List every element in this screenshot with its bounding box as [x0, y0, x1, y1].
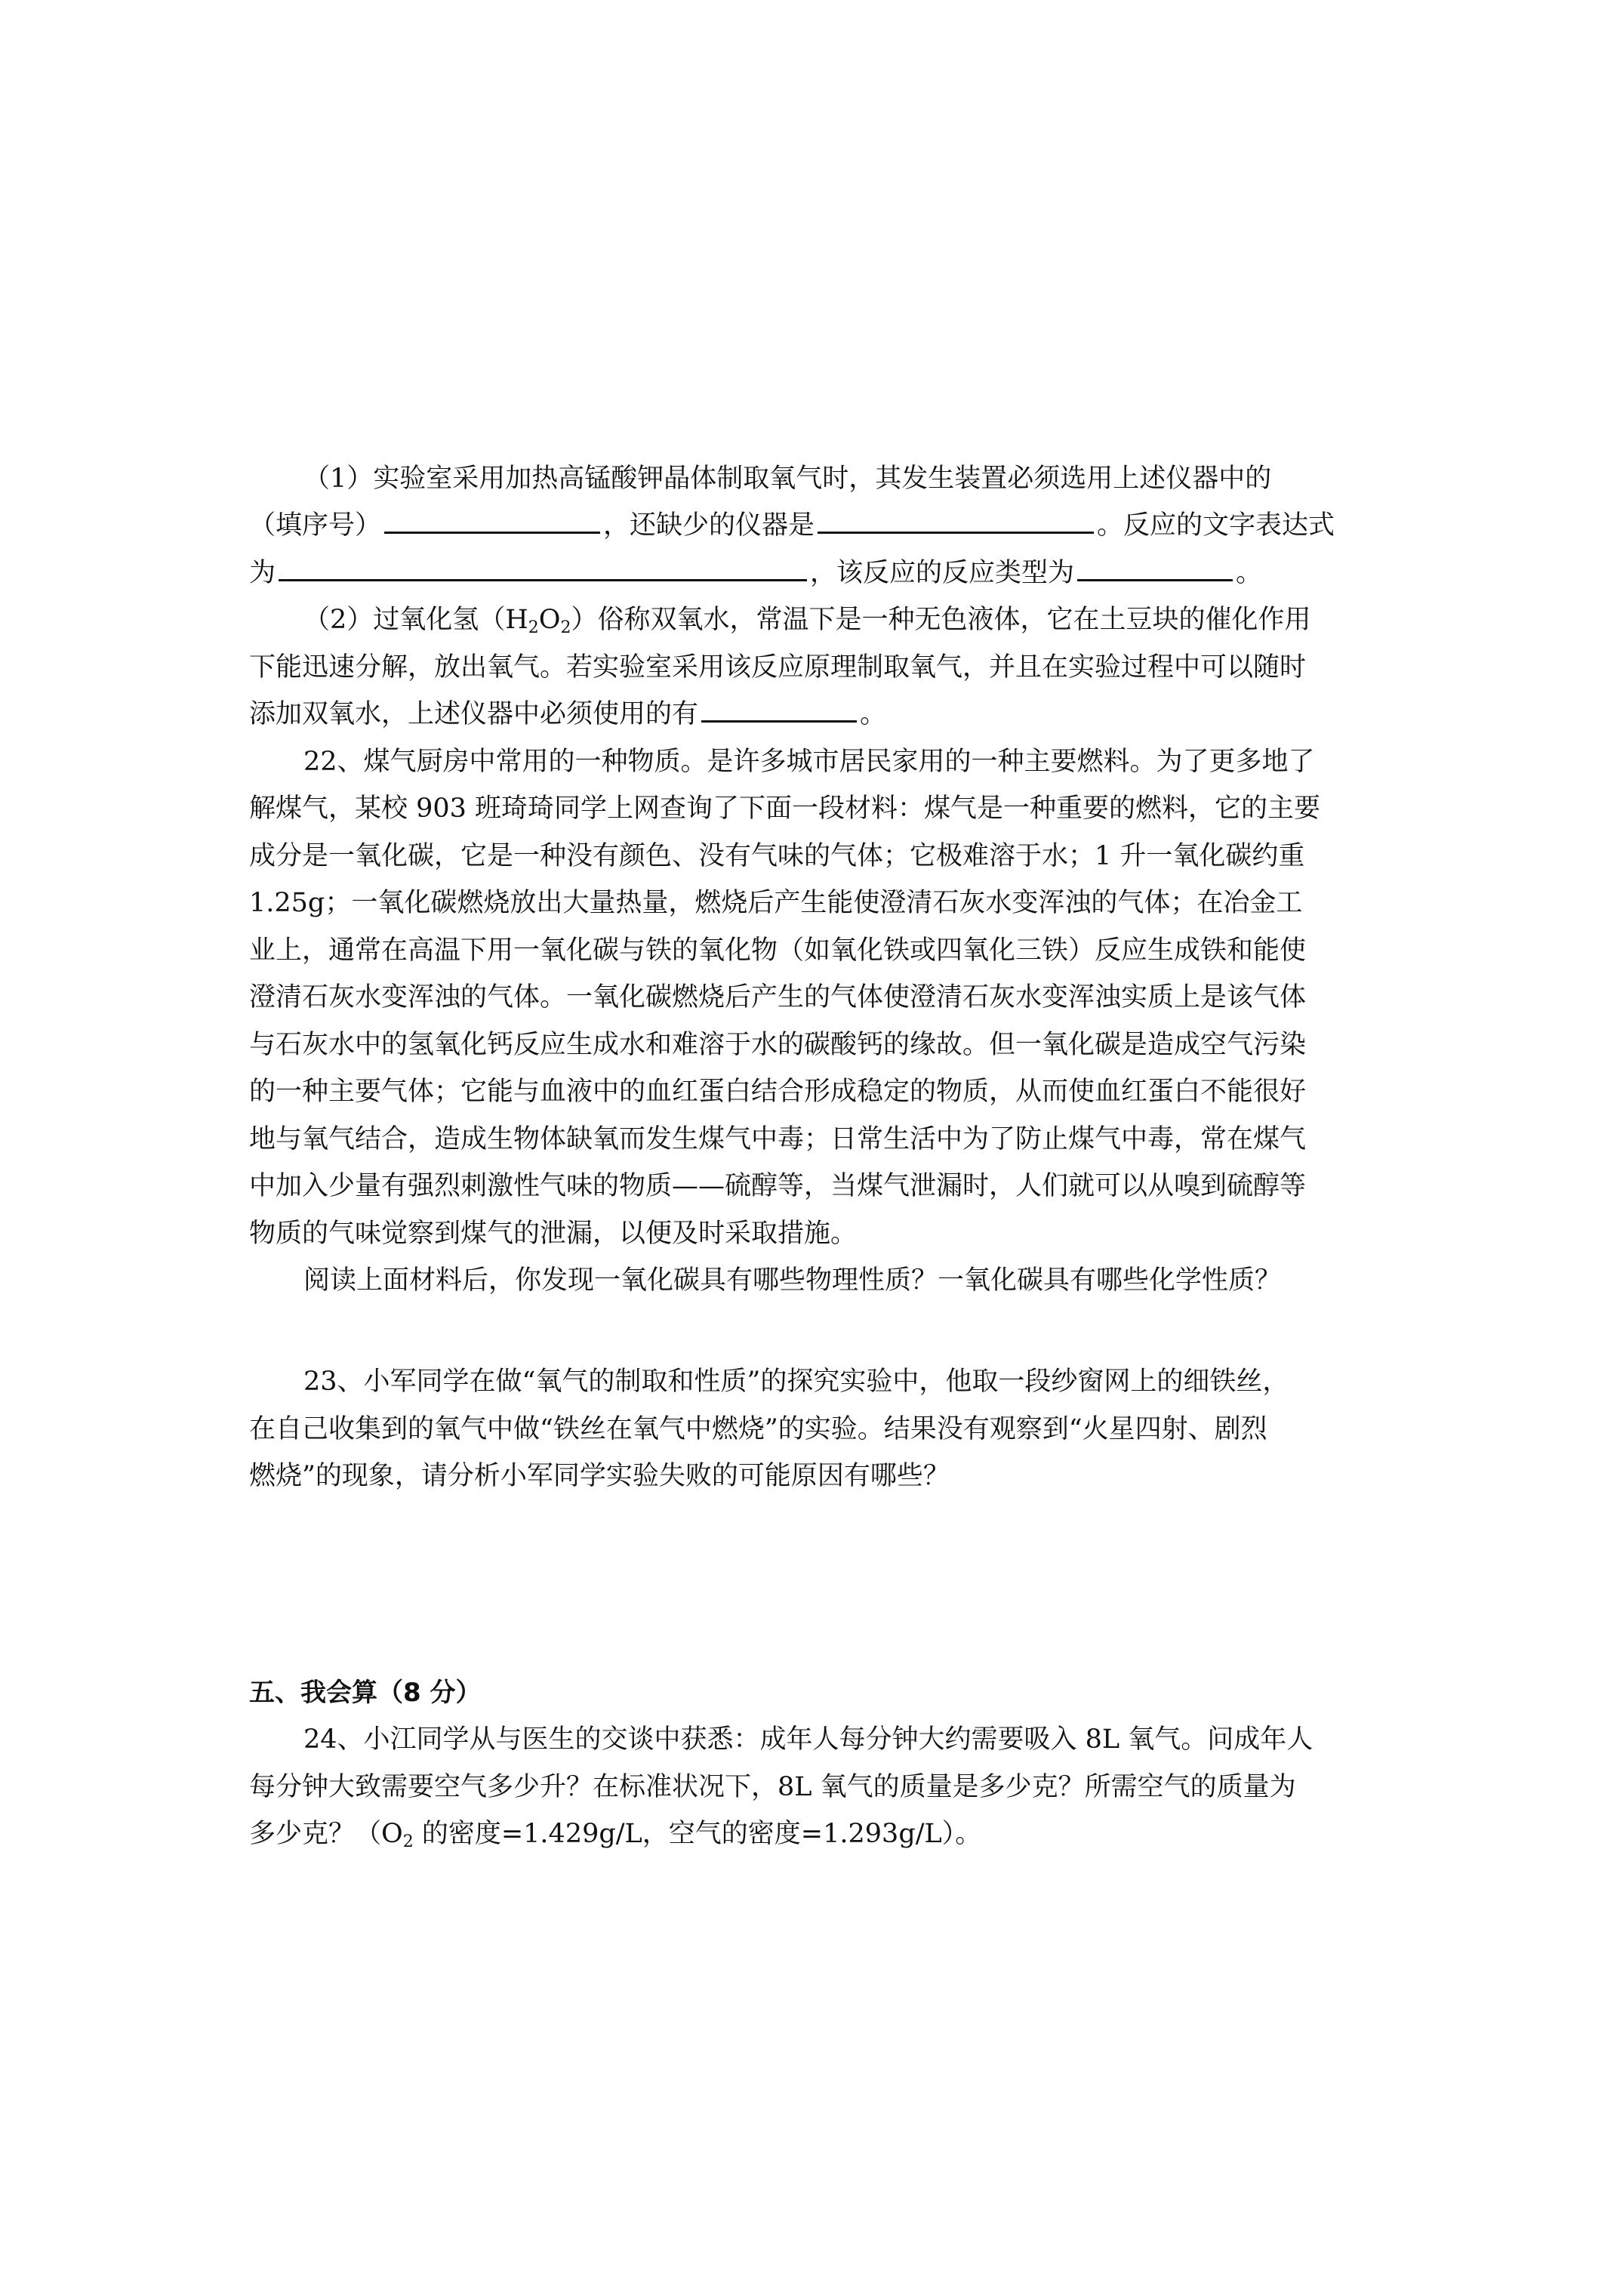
- q21-part1-line2: [249, 501, 1374, 550]
- q22-text: 成分是一氧化碳，它是一种没有颜色、没有气味的气体；它极难溶于水；1 升一氧化碳约重: [249, 841, 1305, 871]
- q22-text: 解煤气，某校 903 班琦琦同学上网查询了下面一段材料：煤气是一种重要的燃料，它的主要: [249, 794, 1321, 824]
- q22-question-text: 阅读上面材料后，你发现一氧化碳具有哪些物理性质？一氧化碳具有哪些化学性质？: [303, 1265, 1282, 1296]
- q21-part2-line2: [249, 643, 1374, 692]
- q22-text: 澄清石灰水变浑浊的气体。一氧化碳燃烧后产生的气体使澄清石灰水变浑浊实质上是该气体: [249, 982, 1307, 1012]
- q23-text: 23、小军同学在做“氧气的制取和性质”的探究实验中，他取一段纱窗网上的细铁丝，: [303, 1367, 1289, 1397]
- q22-text: 物质的气味觉察到煤气的泄漏，以便及时采取措施。: [249, 1219, 858, 1249]
- subscript-2: 2: [528, 618, 539, 637]
- q21-part2-text-b: O: [538, 605, 561, 635]
- q24-text: 每分钟大致需要空气多少升？在标准状况下，8L 氧气的质量是多少克？所需空气的质量为: [249, 1772, 1296, 1802]
- q21-part2-end: 。: [860, 699, 887, 729]
- section-title: 五、我会算（8 分）: [249, 1678, 482, 1708]
- q21-part1-line1: [303, 455, 1374, 503]
- q21-part2-text: 下能迅速分解，放出氧气。若实验室采用该反应原理制取氧气，并且在实验过程中可以随时: [249, 652, 1307, 683]
- answer-blank-missing-instrument[interactable]: [818, 501, 1094, 534]
- q22-line4: [249, 879, 1374, 927]
- q22-line6: [249, 973, 1374, 1022]
- q22-text: 的一种主要气体；它能与血液中的血红蛋白结合形成稳定的物质，从而使血红蛋白不能很好: [249, 1077, 1307, 1107]
- q22-line1: [303, 738, 1374, 786]
- q21-part2-required-label: 添加双氧水，上述仪器中必须使用的有: [249, 699, 699, 729]
- q24-text-a: 多少克？（O: [249, 1819, 403, 1849]
- q21-part1-end: 。: [1236, 558, 1263, 588]
- q24-text-b: 的密度=1.429g/L，空气的密度=1.293g/L）。: [413, 1819, 982, 1849]
- answer-blank-word-equation[interactable]: [279, 549, 807, 581]
- answer-blank-apparatus[interactable]: [384, 501, 600, 534]
- q21-part2-text-a: （2）过氧化氢（H: [303, 605, 528, 635]
- q22-line9: [249, 1115, 1374, 1163]
- q22-line10: [249, 1162, 1374, 1210]
- q21-part1-type-label: ，该反应的反应类型为: [810, 558, 1075, 588]
- q24-line3: [249, 1810, 1374, 1858]
- q22-text: 1.25g；一氧化碳燃烧放出大量热量，燃烧后产生能使澄清石灰水变浑浊的气体；在冶金工: [249, 888, 1303, 918]
- subscript-2: 2: [560, 618, 571, 637]
- q24-line2: [249, 1763, 1374, 1811]
- q21-part1-equation-label: 。反应的文字表达式: [1097, 510, 1335, 541]
- q21-part2-text-c: ）俗称双氧水，常温下是一种无色液体，它在土豆块的催化作用: [571, 605, 1311, 635]
- q21-part1-text: （1）实验室采用加热高锰酸钾晶体制取氧气时，其发生装置必须选用上述仪器中的: [303, 464, 1272, 494]
- q21-part1-line3: [249, 549, 1374, 597]
- section5-heading: [249, 1669, 1374, 1717]
- q22-line8: [249, 1068, 1374, 1116]
- q23-text: 在自己收集到的氧气中做“铁丝在氧气中燃烧”的实验。结果没有观察到“火星四射、剧烈: [249, 1414, 1267, 1444]
- q22-line11: [249, 1210, 1374, 1258]
- q22-text: 与石灰水中的氢氧化钙反应生成水和难溶于水的碳酸钙的缘故。但一氧化碳是造成空气污染: [249, 1030, 1307, 1060]
- q22-line2: [249, 784, 1374, 833]
- q21-part1-missing-label: ，还缺少的仪器是: [603, 510, 815, 541]
- q23-line2: [249, 1405, 1374, 1453]
- q22-question: [303, 1256, 1374, 1305]
- q23-line3: [249, 1452, 1374, 1500]
- answer-blank-required-apparatus[interactable]: [701, 690, 857, 723]
- q22-line3: [249, 832, 1374, 880]
- q23-text: 燃烧”的现象，请分析小军同学实验失败的可能原因有哪些？: [249, 1461, 950, 1491]
- q24-text: 24、小江同学从与医生的交谈中获悉：成年人每分钟大约需要吸入 8L 氧气。问成年人: [303, 1724, 1313, 1755]
- q22-text: 中加入少量有强烈刺激性气味的物质——硫醇等，当煤气泄漏时，人们就可以从嗅到硫醇等: [249, 1171, 1307, 1201]
- q22-text: 业上，通常在高温下用一氧化碳与铁的氧化物（如氧化铁或四氧化三铁）反应生成铁和能使: [249, 935, 1307, 966]
- q22-line5: [249, 926, 1374, 975]
- q21-part2-line3: [249, 690, 1374, 738]
- q21-part1-wei: 为: [249, 558, 276, 588]
- q21-part2-line1: [303, 596, 1374, 644]
- q22-line7: [249, 1021, 1374, 1069]
- subscript-2: 2: [402, 1832, 414, 1851]
- q23-line1: [303, 1358, 1374, 1406]
- q24-line1: [303, 1715, 1374, 1764]
- answer-blank-reaction-type[interactable]: [1077, 549, 1233, 581]
- q22-text: 地与氧气结合，造成生物体缺氧而发生煤气中毒；日常生活中为了防止煤气中毒，常在煤气: [249, 1124, 1307, 1154]
- q21-part1-prefix: （填序号）: [249, 510, 382, 541]
- q22-text: 22、煤气厨房中常用的一种物质。是许多城市居民家用的一种主要燃料。为了更多地了: [303, 747, 1315, 777]
